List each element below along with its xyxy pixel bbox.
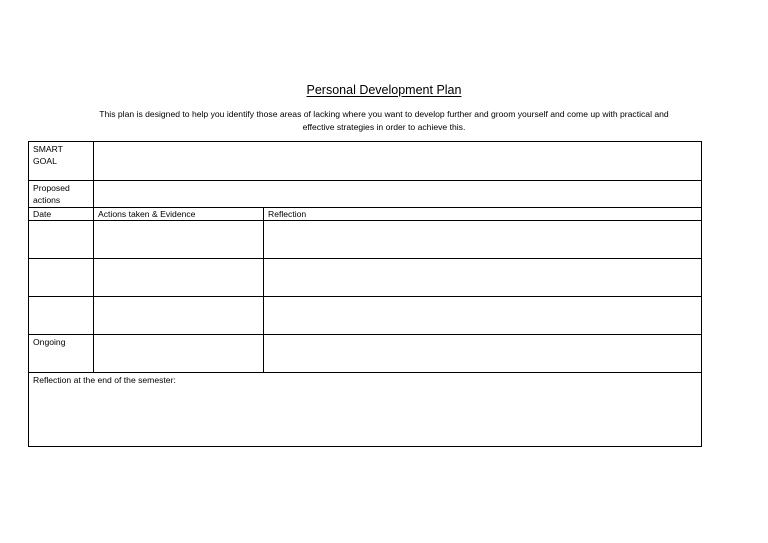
entry-row-2 <box>29 259 702 297</box>
entry-row-1 <box>29 221 702 259</box>
development-plan-table <box>28 141 702 447</box>
smart-goal-label-line-1: SMART <box>33 144 63 154</box>
ongoing-row <box>29 335 702 373</box>
proposed-actions-label-line-1: Proposed <box>33 183 70 193</box>
entry-row-3 <box>29 297 702 335</box>
reflection-field-1[interactable] <box>264 221 702 259</box>
ongoing-reflection-field[interactable] <box>264 335 702 373</box>
actions-field-3[interactable] <box>94 297 264 335</box>
reflection-field-2[interactable] <box>264 259 702 297</box>
actions-field-2[interactable] <box>94 259 264 297</box>
proposed-actions-label-line-2: actions <box>33 195 61 205</box>
header-reflection: Reflection <box>264 208 702 221</box>
final-reflection-label: Reflection at the end of the semester: <box>33 375 176 385</box>
intro-line-2: effective strategies in order to achieve this. <box>302 122 466 132</box>
ongoing-actions-field[interactable] <box>94 335 264 373</box>
date-field-2[interactable] <box>29 259 94 297</box>
proposed-actions-row <box>29 181 702 208</box>
date-field-1[interactable] <box>29 221 94 259</box>
document-title: Personal Development Plan <box>306 83 462 97</box>
header-date: Date <box>29 208 94 221</box>
proposed-actions-label-cell <box>29 181 94 208</box>
smart-goal-label-cell <box>29 142 94 181</box>
intro-paragraph <box>40 108 728 134</box>
actions-field-1[interactable] <box>94 221 264 259</box>
date-field-3[interactable] <box>29 297 94 335</box>
smart-goal-label-line-2: GOAL <box>33 156 57 166</box>
proposed-actions-field[interactable] <box>94 181 702 208</box>
column-header-row <box>29 208 702 221</box>
header-actions-evidence: Actions taken & Evidence <box>94 208 264 221</box>
final-reflection-field[interactable] <box>29 373 702 447</box>
reflection-field-3[interactable] <box>264 297 702 335</box>
smart-goal-field[interactable] <box>94 142 702 181</box>
ongoing-label: Ongoing <box>29 335 94 373</box>
smart-goal-row <box>29 142 702 181</box>
final-reflection-row <box>29 373 702 447</box>
intro-line-1: This plan is designed to help you identify those areas of lacking where you want to develop further and groom yourself and come up with practical and <box>99 109 669 119</box>
